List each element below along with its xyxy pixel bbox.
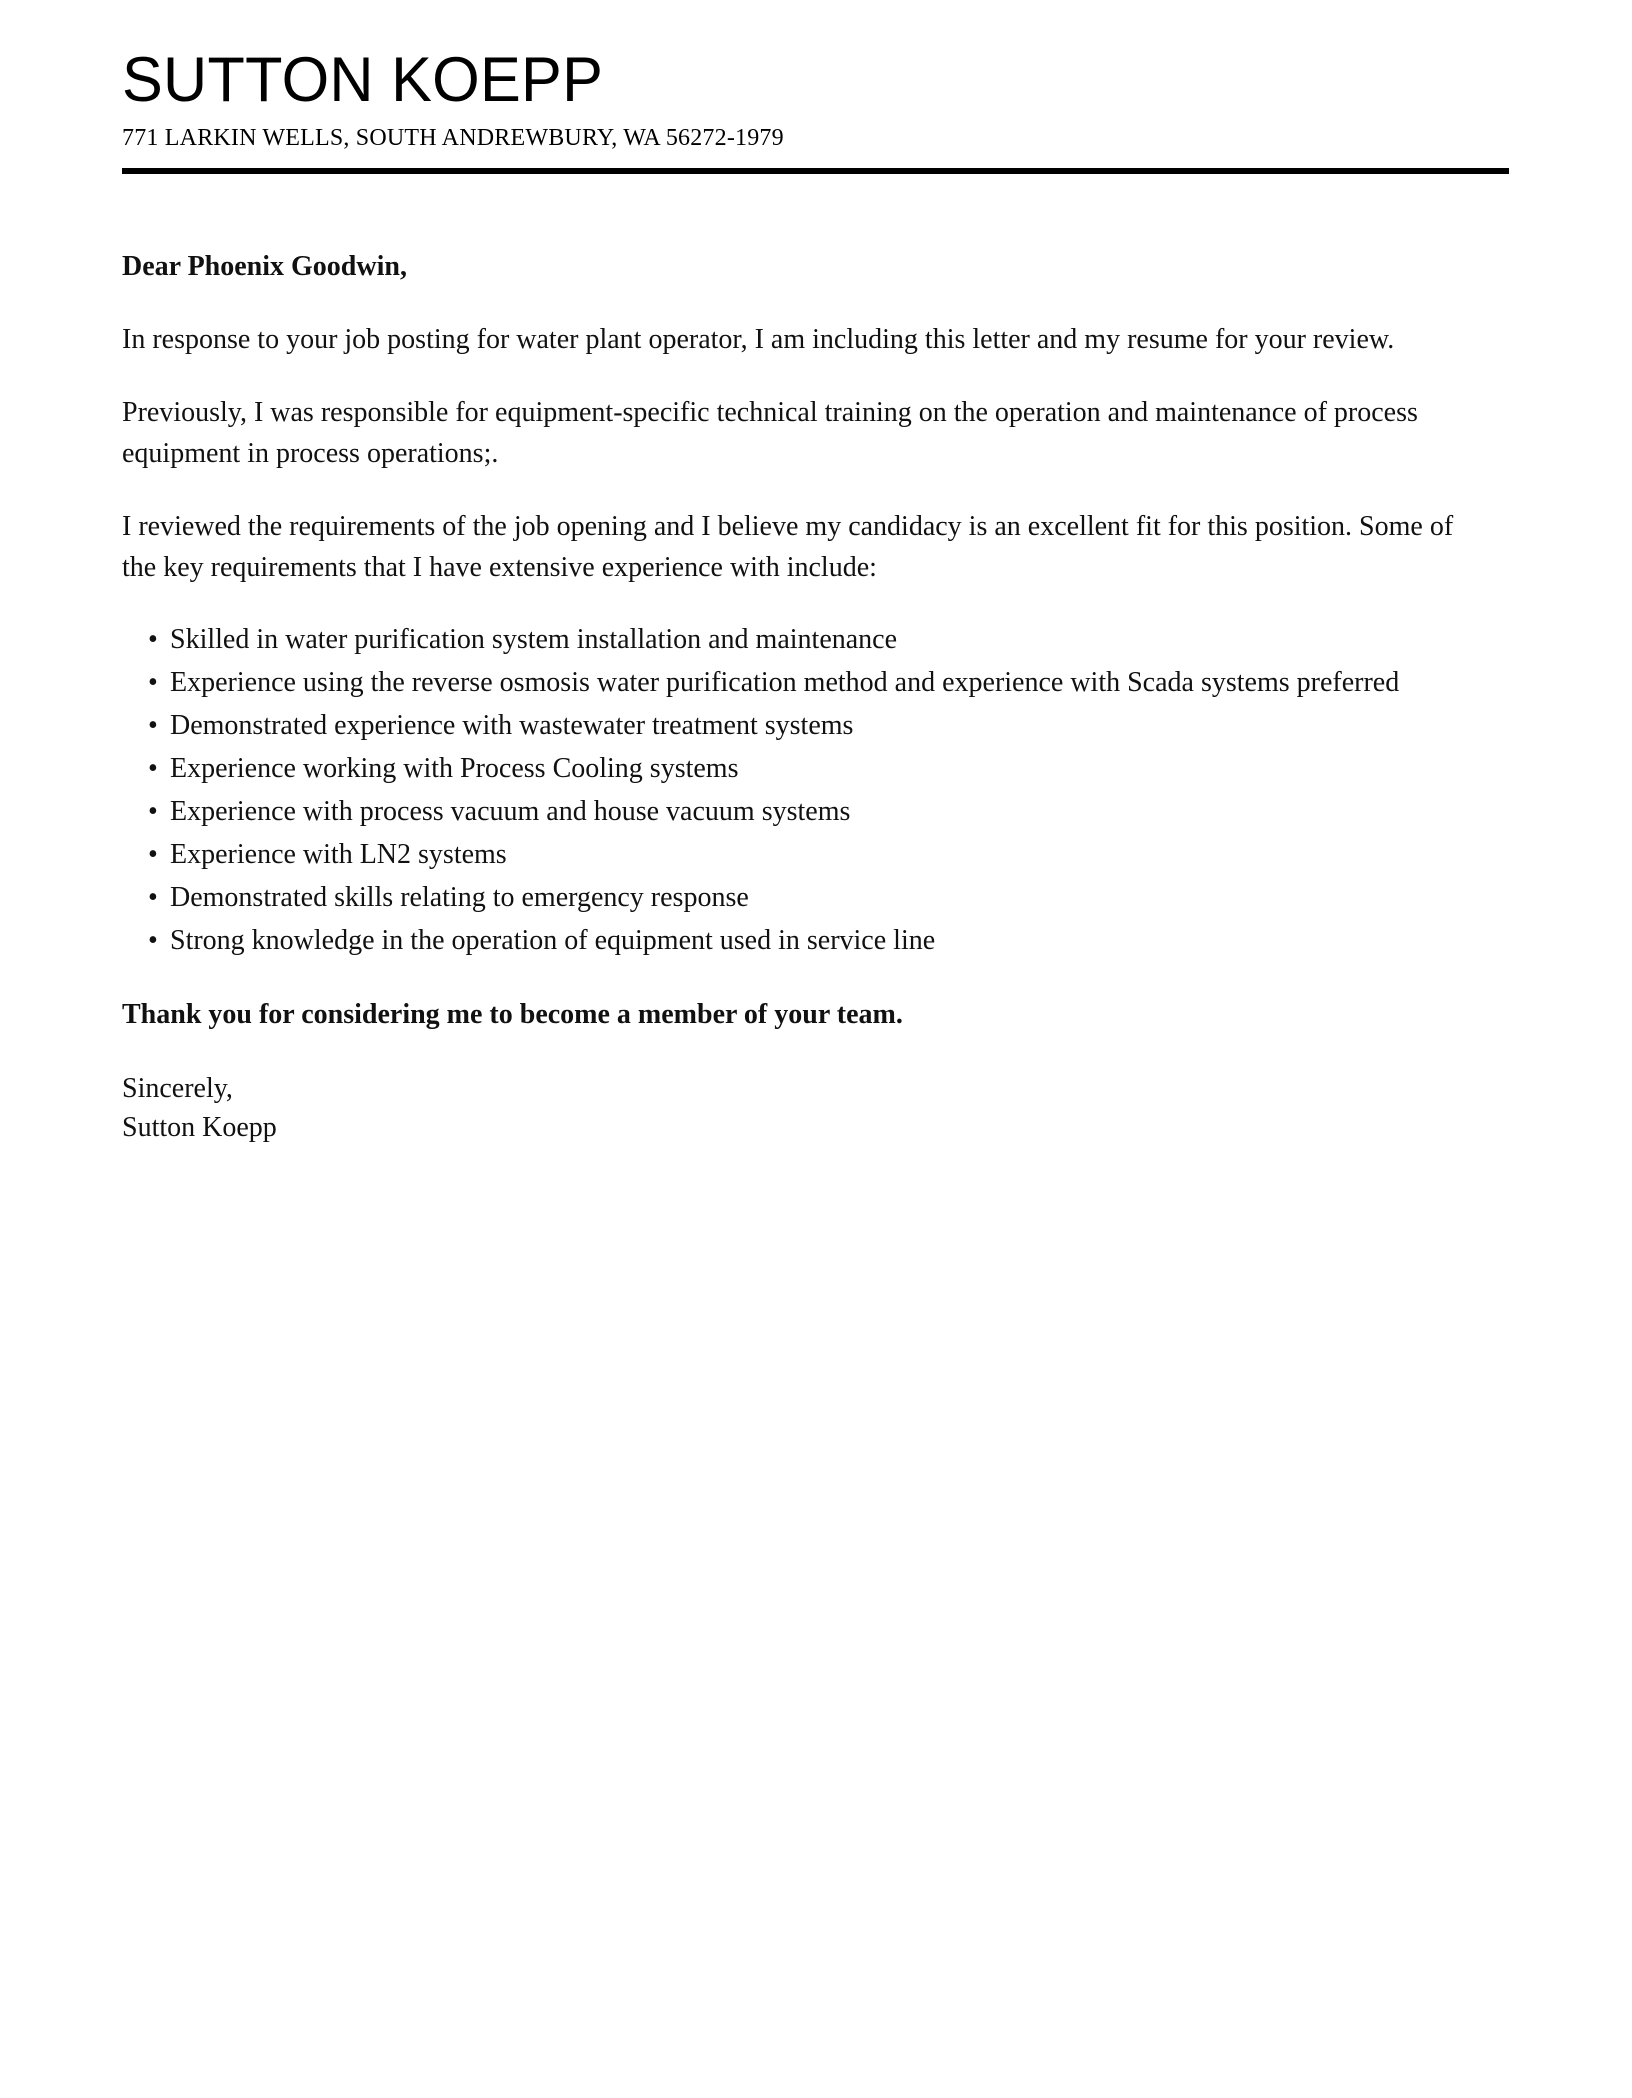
signature-block xyxy=(122,1069,1494,1149)
list-item xyxy=(122,921,1494,962)
bullet-icon: • xyxy=(148,881,158,913)
letterhead xyxy=(122,0,1494,174)
list-item xyxy=(122,835,1494,876)
list-item-text: Experience working with Process Cooling systems xyxy=(170,753,739,785)
paragraph-intro: In response to your job posting for water plant operator, I am including this letter and my resume for your review. xyxy=(122,324,1395,356)
paragraph-experience: Previously, I was responsible for equipment-specific technical training on the operation and maintenance of process equipment in process operations;. xyxy=(122,396,1418,469)
signature-name: Sutton Koepp xyxy=(122,1112,277,1144)
bullet-icon: • xyxy=(148,710,158,742)
list-item xyxy=(122,792,1494,833)
closing-statement: Thank you for considering me to become a member of your team. xyxy=(122,999,903,1031)
list-item-text: Skilled in water purification system installation and maintenance xyxy=(170,624,898,656)
letter-body xyxy=(122,248,1494,1148)
requirements-list xyxy=(122,620,1494,961)
bullet-icon: • xyxy=(148,753,158,785)
bullet-icon: • xyxy=(148,624,158,656)
list-item xyxy=(122,749,1494,790)
list-item xyxy=(122,706,1494,747)
applicant-address: 771 LARKIN WELLS, SOUTH ANDREWBURY, WA 56272-1979 xyxy=(122,125,784,152)
list-item-text: Demonstrated skills relating to emergency response xyxy=(170,881,749,913)
list-item xyxy=(122,663,1494,704)
list-item-text: Experience with LN2 systems xyxy=(170,838,507,870)
bullet-icon: • xyxy=(148,924,158,956)
salutation: Dear Phoenix Goodwin, xyxy=(122,251,407,283)
list-item-text: Strong knowledge in the operation of equipment used in service line xyxy=(170,924,936,956)
header-divider xyxy=(122,168,1509,174)
paragraph-requirements-intro: I reviewed the requirements of the job opening and I believe my candidacy is an excellent fit for this position. Some of the key requirements that I have extensive experience with include: xyxy=(122,510,1454,583)
bullet-icon: • xyxy=(148,795,158,827)
list-item-text: Demonstrated experience with wastewater treatment systems xyxy=(170,710,854,742)
bullet-icon: • xyxy=(148,667,158,699)
list-item xyxy=(122,620,1494,661)
list-item-text: Experience with process vacuum and house vacuum systems xyxy=(170,795,851,827)
sign-off: Sincerely, xyxy=(122,1072,233,1104)
letter-content xyxy=(122,0,1494,1148)
list-item xyxy=(122,878,1494,919)
bullet-icon: • xyxy=(148,838,158,870)
applicant-name: SUTTON KOEPP xyxy=(122,45,604,115)
list-item-text: Experience using the reverse osmosis water purification method and experience with Scada systems preferred xyxy=(170,667,1400,699)
